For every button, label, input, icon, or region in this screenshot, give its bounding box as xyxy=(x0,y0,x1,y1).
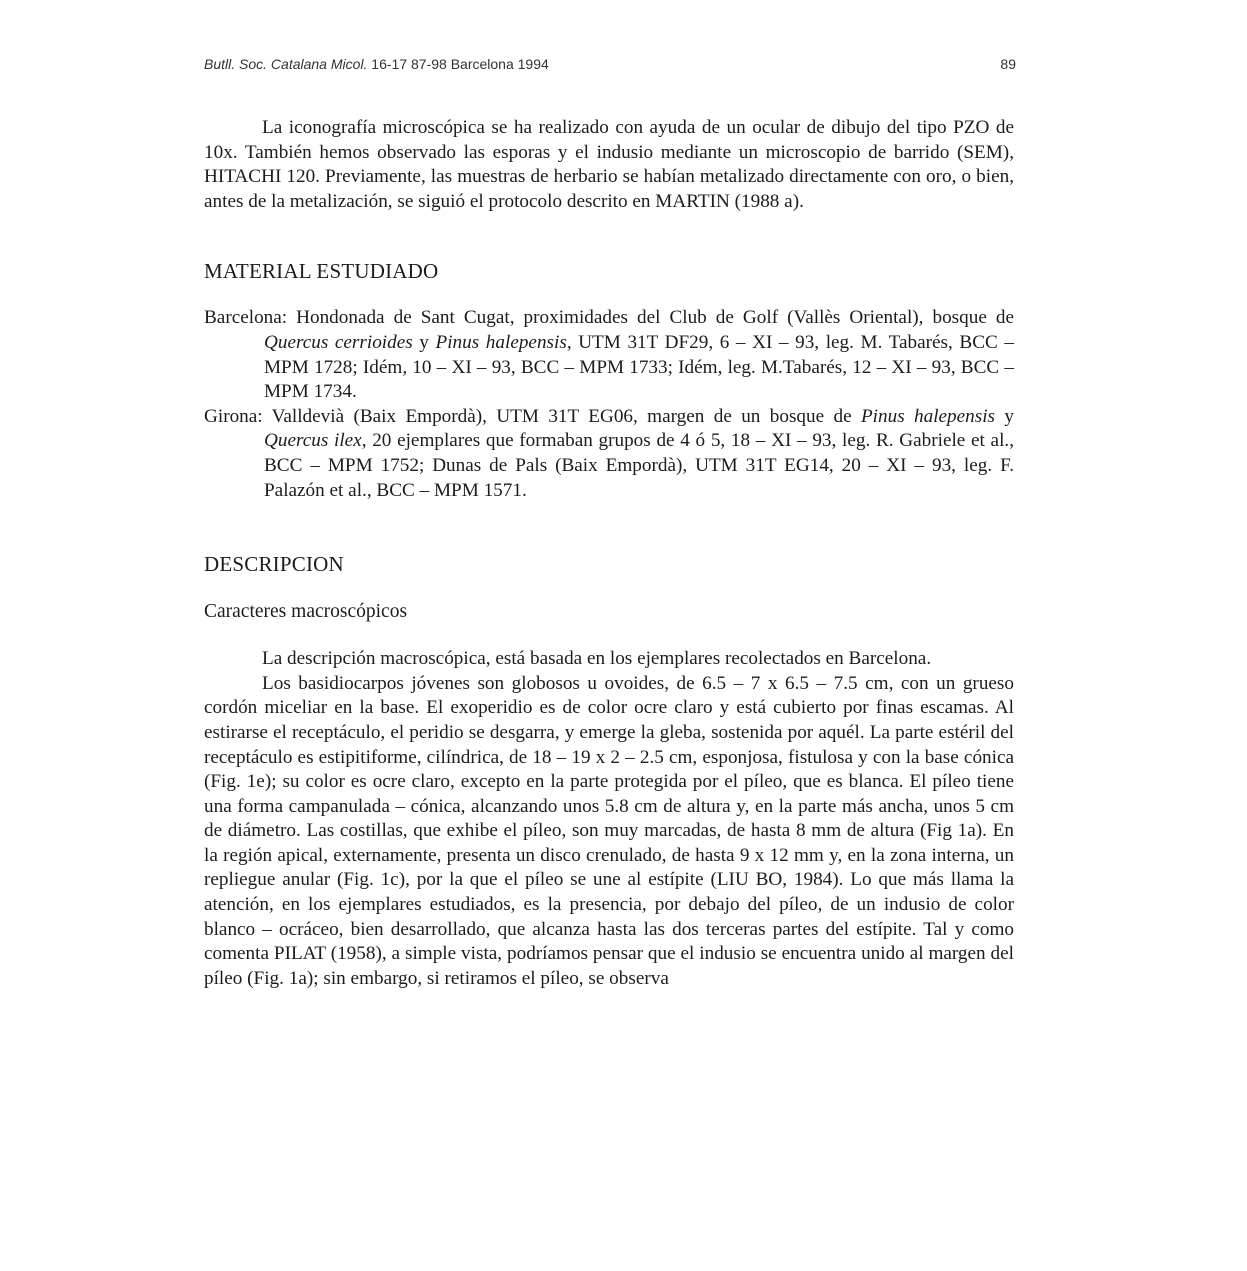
page-number: 89 xyxy=(1000,56,1016,72)
volume-info: 16-17 87-98 Barcelona 1994 xyxy=(371,56,549,72)
page-body xyxy=(204,116,1014,991)
girona-mid: y xyxy=(995,405,1014,427)
macroscopic-subheading: Caracteres macroscópicos xyxy=(204,601,408,623)
barcelona-mid: y xyxy=(412,331,436,353)
barcelona-species-1: Quercus cerrioides xyxy=(264,331,413,353)
journal-name: Butll. Soc. Catalana Micol. xyxy=(204,56,368,72)
specimen-entry-girona xyxy=(204,405,1014,503)
girona-prefix: Girona: Valldevià (Baix Empordà), UTM 31T EG06, margen de un bosque de xyxy=(204,405,861,427)
barcelona-prefix: Barcelona: Hondonada de Sant Cugat, proximidades del Club de Golf (Vallès Oriental), bosque de xyxy=(204,307,1014,329)
girona-suffix: , 20 ejemplares que formaban grupos de 4 ó 5, 18 – XI – 93, leg. R. Gabriele et al., BCC – MPM 1752; Dunas de Pals (Baix Empordà), UTM 31T EG14, 20 – XI – 93, leg. F. Palazón et al., BCC – MPM 1571. xyxy=(264,430,1014,501)
barcelona-suffix: , UTM 31T DF29, 6 – XI – 93, leg. M. Tabarés, BCC – MPM 1728; Idém, 10 – XI – 93, BCC – MPM 1733; Idém, leg. M.Tabarés, 12 – XI – 93, BCC – MPM 1734. xyxy=(264,331,1014,403)
girona-species-1: Pinus halepensis xyxy=(860,405,996,427)
methods-paragraph: La iconografía microscópica se ha realizado con ayuda de un ocular de dibujo del tipo PZO de 10x. También hemos observado las esporas y el indusio mediante un microscopio de barrido (SEM), HITACHI 120. Previamente, las muestras de herbario se habían metalizado directamente con oro, o bien, antes de la metalización, se siguió el protocolo descrito en MARTIN (1988 a). xyxy=(204,117,1014,212)
description-heading: DESCRIPCION xyxy=(204,552,344,577)
girona-species-2: Quercus ilex xyxy=(264,430,362,452)
barcelona-species-2: Pinus halepensis xyxy=(435,331,567,353)
description-paragraph-2: Los basidiocarpos jóvenes son globosos u ovoides, de 6.5 – 7 x 6.5 – 7.5 cm, con un grueso cordón miceliar en la base. El exoperidio es de color ocre claro y está cubierto por finas escamas. Al estirarse el receptáculo, el peridio se desgarra, y emerge la gleba, sostenida por aquél. La parte estéril del receptáculo es estipitiforme, cilíndrica, de 18 – 19 x 2 – 2.5 cm, esponjosa, fistulosa y con la base cónica (Fig. 1e); su color es ocre claro, excepto en la parte protegida por el píleo, que es blanca. El píleo tiene una forma campanulada – cónica, alcanzando unos 5.8 cm de altura y, en la parte más ancha, unos 5 cm de diámetro. Las costillas, que exhibe el píleo, son muy marcadas, de hasta 8 mm de altura (Fig 1a). En la región apical, externamente, presenta un disco crenulado, de hasta 9 x 12 mm y, en la zona interna, un repliegue anular (Fig. 1c), por la que el píleo se une al estípite (LIU BO, 1984). Lo que más llama la atención, en los ejemplares estudiados, es la presencia, por debajo del píleo, de un indusio de color blanco – ocráceo, bien desarrollado, que alcanza hasta las dos terceras partes del estípite. Tal y como comenta PILAT (1958), a simple vista, podríamos pensar que el indusio se encuentra unido al margen del píleo (Fig. 1a); sin embargo, si retiramos el píleo, se observa xyxy=(204,672,1014,989)
specimen-entry-barcelona xyxy=(204,306,1014,404)
running-title xyxy=(204,56,549,72)
material-heading: MATERIAL ESTUDIADO xyxy=(204,259,439,284)
description-paragraph-1: La descripción macroscópica, está basada en los ejemplares recolectados en Barcelona. xyxy=(262,648,932,670)
